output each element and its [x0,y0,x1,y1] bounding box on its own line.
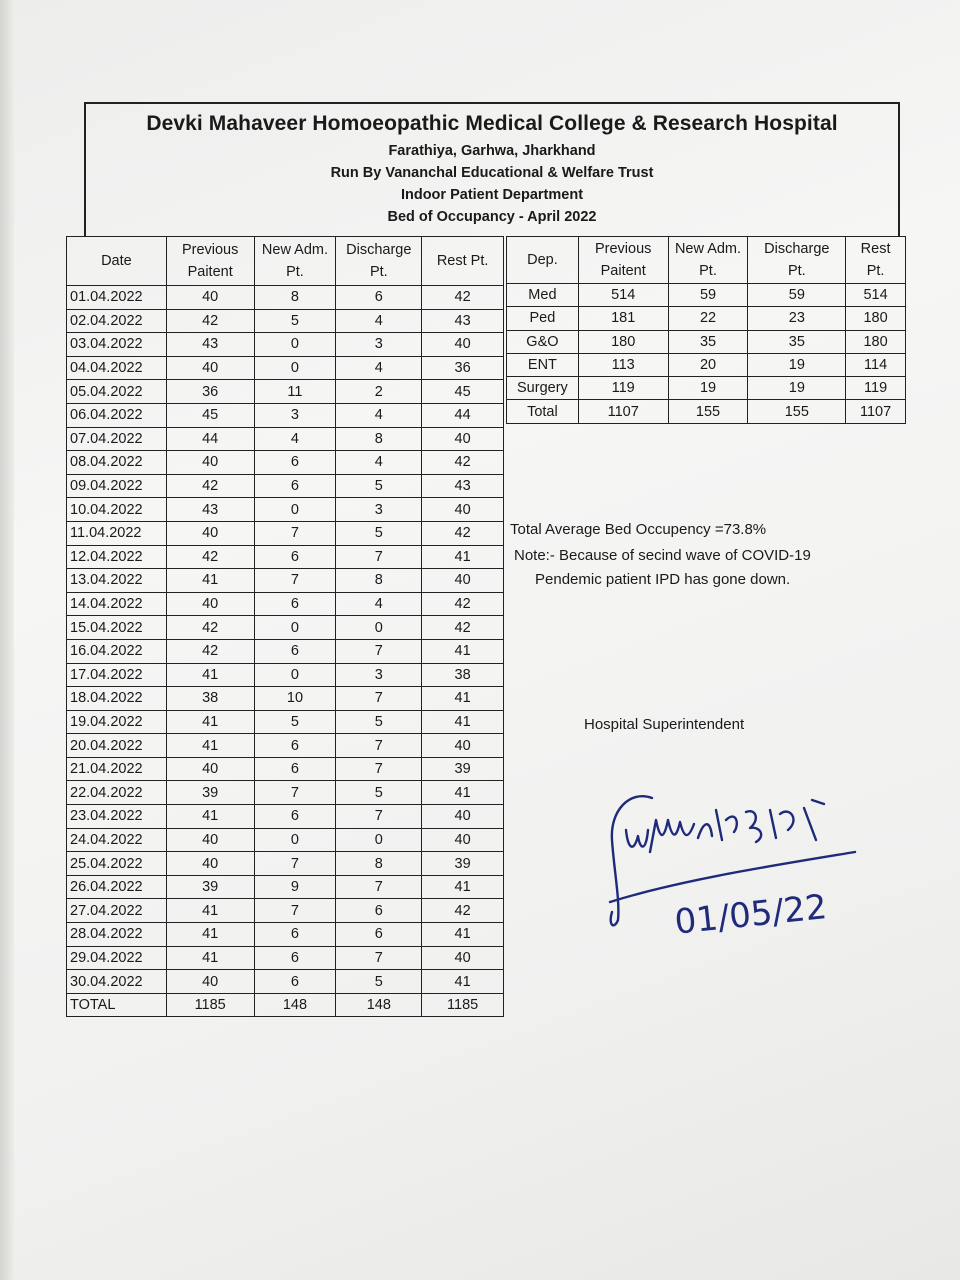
daily-row [67,616,504,640]
dept-row-cell: 1107 [846,400,906,423]
daily-row-cell: 10 [254,687,336,711]
dept-row-cell: 181 [578,307,668,330]
daily-row-cell: 24.04.2022 [67,828,167,852]
daily-row-cell: 19.04.2022 [67,710,167,734]
daily-row-cell: 41 [166,923,254,947]
dept-row-cell: 35 [748,330,846,353]
daily-row-cell: 41 [422,710,504,734]
daily-row-cell: 4 [336,356,422,380]
daily-row-cell: 4 [336,451,422,475]
col-new-l2: Pt. [286,264,304,280]
daily-row-cell: 7 [254,521,336,545]
daily-row-cell: 11.04.2022 [67,521,167,545]
daily-row-cell: 42 [166,616,254,640]
dept-header-row [507,237,906,284]
daily-row-cell: 13.04.2022 [67,569,167,593]
daily-row-cell: 28.04.2022 [67,923,167,947]
daily-row-cell: 6 [254,805,336,829]
daily-row-cell: 7 [336,875,422,899]
dept-row-cell: 155 [748,400,846,423]
daily-row-cell: 3 [336,498,422,522]
daily-row-cell: 3 [254,403,336,427]
col-dprev-l1: Previous [594,241,652,257]
daily-row-cell: 07.04.2022 [67,427,167,451]
daily-row-cell: 40 [166,852,254,876]
daily-row-cell: 44 [166,427,254,451]
daily-row [67,403,504,427]
daily-row-cell: 15.04.2022 [67,616,167,640]
daily-row [67,592,504,616]
daily-row-cell: 41 [166,805,254,829]
daily-row [67,899,504,923]
col-date: Date [67,237,167,286]
daily-row-cell: 01.04.2022 [67,286,167,310]
daily-row-cell: 43 [422,474,504,498]
daily-row [67,521,504,545]
daily-row-cell: 41 [422,545,504,569]
daily-occupancy-table [66,236,504,1017]
daily-row-cell: 40 [422,498,504,522]
daily-row-cell: 6 [254,592,336,616]
daily-row [67,380,504,404]
col-previous-l1: Previous [181,242,239,258]
average-occupancy: Total Average Bed Occupency =73.8% [510,521,767,538]
dept-row-cell: Total [507,400,579,423]
daily-row [67,734,504,758]
total-cell: TOTAL [67,993,167,1017]
daily-row [67,828,504,852]
daily-row [67,451,504,475]
daily-header-row [67,237,504,286]
daily-row-cell: 4 [336,309,422,333]
daily-row-cell: 40 [166,356,254,380]
signature-stroke-m [650,820,694,852]
col-new-admission [254,237,336,286]
daily-row-cell: 36 [166,380,254,404]
daily-row-cell: 5 [336,474,422,498]
col-dnew-l2: Pt. [699,263,717,279]
col-rest-patient: Rest Pt. [422,237,504,286]
daily-row-cell: 6 [254,451,336,475]
daily-row-cell: 41 [422,875,504,899]
daily-row-cell: 39 [422,852,504,876]
daily-row-cell: 14.04.2022 [67,592,167,616]
daily-row-cell: 7 [336,805,422,829]
daily-row-cell: 6 [254,545,336,569]
daily-row-cell: 39 [422,757,504,781]
daily-row [67,970,504,994]
col-dnew-l1: New Adm. [674,241,742,257]
daily-row-cell: 0 [336,616,422,640]
col-previous-l2: Paitent [187,264,233,280]
report-header [84,102,900,236]
dept-row-cell: Ped [507,307,579,330]
dept-row [507,307,906,330]
signature-stroke-u [626,830,648,847]
daily-row-cell: 2 [336,380,422,404]
hospital-location: Farathiya, Garhwa, Jharkhand [388,143,596,159]
daily-row [67,923,504,947]
daily-row-cell: 41 [166,946,254,970]
daily-row [67,427,504,451]
superintendent-label: Hospital Superintendent [584,716,745,733]
col-dprev-l2: Paitent [600,263,646,279]
daily-row-cell: 0 [254,828,336,852]
col-dept-new [668,237,748,284]
daily-row-cell: 21.04.2022 [67,757,167,781]
daily-row-cell: 42 [166,545,254,569]
daily-row-cell: 43 [166,498,254,522]
total-cell: 148 [336,993,422,1017]
daily-row-cell: 7 [254,852,336,876]
daily-row [67,687,504,711]
daily-row-cell: 06.04.2022 [67,403,167,427]
daily-row-cell: 7 [254,899,336,923]
dept-row-cell: 35 [668,330,748,353]
daily-row-cell: 42 [422,521,504,545]
dept-row-cell: 1107 [578,400,668,423]
daily-row-cell: 42 [166,474,254,498]
daily-row-cell: 27.04.2022 [67,899,167,923]
dept-row-cell: 180 [846,330,906,353]
col-drest-l2: Pt. [866,263,885,279]
daily-row-cell: 41 [166,734,254,758]
daily-row-cell: 6 [336,899,422,923]
daily-row-cell: 7 [336,639,422,663]
daily-row-cell: 41 [422,639,504,663]
daily-row-cell: 8 [336,569,422,593]
daily-row-cell: 41 [422,687,504,711]
daily-row [67,946,504,970]
signature-stroke-letters [698,800,824,842]
daily-row-cell: 8 [336,852,422,876]
daily-row-cell: 6 [336,286,422,310]
daily-row-cell: 40 [422,828,504,852]
daily-row-cell: 38 [422,663,504,687]
daily-row-cell: 7 [336,734,422,758]
daily-row-cell: 40 [166,451,254,475]
dept-row-cell: 155 [668,400,748,423]
dept-row-cell: 59 [668,284,748,307]
daily-row-cell: 42 [422,616,504,640]
total-cell: 1185 [166,993,254,1017]
daily-row-cell: 42 [422,899,504,923]
daily-row-cell: 7 [336,687,422,711]
daily-row-cell: 6 [254,734,336,758]
daily-row-cell: 41 [166,710,254,734]
daily-row-cell: 8 [254,286,336,310]
daily-row [67,474,504,498]
daily-row-cell: 40 [422,427,504,451]
dept-row [507,377,906,400]
hospital-name: Devki Mahaveer Homoeopathic Medical College & Research Hospital [146,112,838,135]
daily-row-cell: 5 [336,521,422,545]
daily-row-cell: 04.04.2022 [67,356,167,380]
daily-row-cell: 6 [336,923,422,947]
daily-row-cell: 30.04.2022 [67,970,167,994]
daily-row [67,545,504,569]
daily-row-cell: 18.04.2022 [67,687,167,711]
daily-row-cell: 7 [254,781,336,805]
daily-row-cell: 5 [336,781,422,805]
dept-row-cell: 19 [748,353,846,376]
daily-row-cell: 41 [422,970,504,994]
daily-row [67,286,504,310]
daily-row-cell: 45 [422,380,504,404]
col-previous-patient [166,237,254,286]
daily-row-cell: 0 [336,828,422,852]
daily-row-cell: 7 [336,946,422,970]
daily-row-cell: 36 [422,356,504,380]
daily-row-cell: 7 [254,569,336,593]
note-line-2: Pendemic patient IPD has gone down. [535,571,791,588]
daily-row-cell: 17.04.2022 [67,663,167,687]
daily-row [67,781,504,805]
daily-row [67,356,504,380]
dept-row-cell: 180 [578,330,668,353]
col-dept-rest [846,237,906,284]
daily-row-cell: 09.04.2022 [67,474,167,498]
daily-row-cell: 40 [166,286,254,310]
dept-row-cell: 23 [748,307,846,330]
daily-row-cell: 42 [422,592,504,616]
dept-body [507,284,906,424]
col-dept-discharge [748,237,846,284]
daily-row-cell: 8 [336,427,422,451]
col-discharge [336,237,422,286]
daily-row-cell: 39 [166,781,254,805]
department-summary-table [506,236,906,424]
daily-row-cell: 20.04.2022 [67,734,167,758]
daily-row-cell: 5 [254,710,336,734]
daily-row-cell: 10.04.2022 [67,498,167,522]
daily-row [67,639,504,663]
daily-row-cell: 25.04.2022 [67,852,167,876]
dept-row-cell: 20 [668,353,748,376]
col-dis-l1: Discharge [346,242,412,258]
dept-row [507,400,906,423]
daily-row-cell: 40 [422,333,504,357]
daily-row-cell: 44 [422,403,504,427]
daily-row-cell: 5 [254,309,336,333]
daily-row-cell: 0 [254,616,336,640]
col-drest-l1: Rest [860,241,891,257]
dept-row [507,353,906,376]
daily-row-cell: 42 [422,451,504,475]
daily-row-cell: 4 [336,403,422,427]
daily-row-cell: 05.04.2022 [67,380,167,404]
daily-row-cell: 26.04.2022 [67,875,167,899]
col-dis-l2: Pt. [369,264,388,280]
daily-row [67,757,504,781]
daily-row-cell: 6 [254,474,336,498]
dept-row-cell: 514 [846,284,906,307]
dept-row-cell: 19 [668,377,748,400]
daily-total-row [67,993,504,1017]
col-ddis-l1: Discharge [764,241,830,257]
daily-row-cell: 41 [166,663,254,687]
daily-row-cell: 0 [254,333,336,357]
daily-row-cell: 6 [254,639,336,663]
dept-row-cell: 113 [578,353,668,376]
daily-row-cell: 41 [166,899,254,923]
daily-row-cell: 4 [254,427,336,451]
dept-row-cell: 119 [846,377,906,400]
trust-name: Run By Vananchal Educational & Welfare Trust [330,165,654,181]
daily-row-cell: 41 [422,923,504,947]
dept-row-cell: 514 [578,284,668,307]
daily-row-cell: 08.04.2022 [67,451,167,475]
daily-row-cell: 3 [336,333,422,357]
daily-row-cell: 0 [254,663,336,687]
daily-row [67,852,504,876]
dept-row-cell: ENT [507,353,579,376]
dept-row [507,330,906,353]
daily-row-cell: 23.04.2022 [67,805,167,829]
col-dept-previous [578,237,668,284]
signature-stroke-initial [611,796,652,925]
daily-row-cell: 39 [166,875,254,899]
dept-row-cell: 19 [748,377,846,400]
note-line-1: Note:- Because of secind wave of COVID-19 [514,547,811,564]
superintendent-signature [590,780,910,960]
daily-row [67,498,504,522]
daily-row-cell: 6 [254,970,336,994]
dept-row-cell: Surgery [507,377,579,400]
daily-row-cell: 6 [254,757,336,781]
daily-row-cell: 6 [254,923,336,947]
daily-row-cell: 41 [422,781,504,805]
dept-row-cell: 22 [668,307,748,330]
daily-row-cell: 40 [166,757,254,781]
daily-row [67,309,504,333]
daily-row-cell: 0 [254,498,336,522]
dept-row-cell: Med [507,284,579,307]
department-name: Indoor Patient Department [400,187,584,203]
col-ddis-l2: Pt. [787,263,806,279]
daily-row-cell: 40 [422,569,504,593]
col-department: Dep. [507,237,579,284]
daily-row-cell: 03.04.2022 [67,333,167,357]
daily-row-cell: 42 [166,639,254,663]
daily-row-cell: 9 [254,875,336,899]
daily-row-cell: 40 [166,521,254,545]
daily-row-cell: 40 [422,805,504,829]
daily-row-cell: 42 [422,286,504,310]
daily-body [67,286,504,1017]
daily-row-cell: 5 [336,970,422,994]
dept-row-cell: 119 [578,377,668,400]
daily-row-cell: 7 [336,545,422,569]
daily-row-cell: 45 [166,403,254,427]
daily-row-cell: 02.04.2022 [67,309,167,333]
daily-row-cell: 40 [166,592,254,616]
daily-row-cell: 40 [166,828,254,852]
daily-row-cell: 4 [336,592,422,616]
daily-row-cell: 11 [254,380,336,404]
total-cell: 1185 [422,993,504,1017]
daily-row-cell: 40 [422,734,504,758]
report-title: Bed of Occupancy - April 2022 [387,209,597,225]
daily-row [67,805,504,829]
daily-row-cell: 16.04.2022 [67,639,167,663]
daily-row [67,875,504,899]
daily-row-cell: 12.04.2022 [67,545,167,569]
dept-row-cell: 114 [846,353,906,376]
dept-row-cell: 180 [846,307,906,330]
dept-row-cell: 59 [748,284,846,307]
daily-row [67,569,504,593]
daily-row-cell: 43 [422,309,504,333]
dept-row [507,284,906,307]
col-new-l1: New Adm. [261,242,328,258]
daily-row-cell: 38 [166,687,254,711]
paper-edge [0,0,14,1280]
daily-row-cell: 41 [166,569,254,593]
daily-row-cell: 29.04.2022 [67,946,167,970]
total-cell: 148 [254,993,336,1017]
daily-row-cell: 3 [336,663,422,687]
daily-row [67,710,504,734]
dept-row-cell: G&O [507,330,579,353]
daily-row-cell: 40 [166,970,254,994]
daily-row-cell: 40 [422,946,504,970]
daily-row-cell: 5 [336,710,422,734]
daily-row-cell: 22.04.2022 [67,781,167,805]
daily-row [67,333,504,357]
daily-row-cell: 6 [254,946,336,970]
daily-row-cell: 42 [166,309,254,333]
daily-row-cell: 43 [166,333,254,357]
daily-row-cell: 0 [254,356,336,380]
daily-row-cell: 7 [336,757,422,781]
daily-row [67,663,504,687]
signature-date: 01/05/22 [672,887,829,943]
